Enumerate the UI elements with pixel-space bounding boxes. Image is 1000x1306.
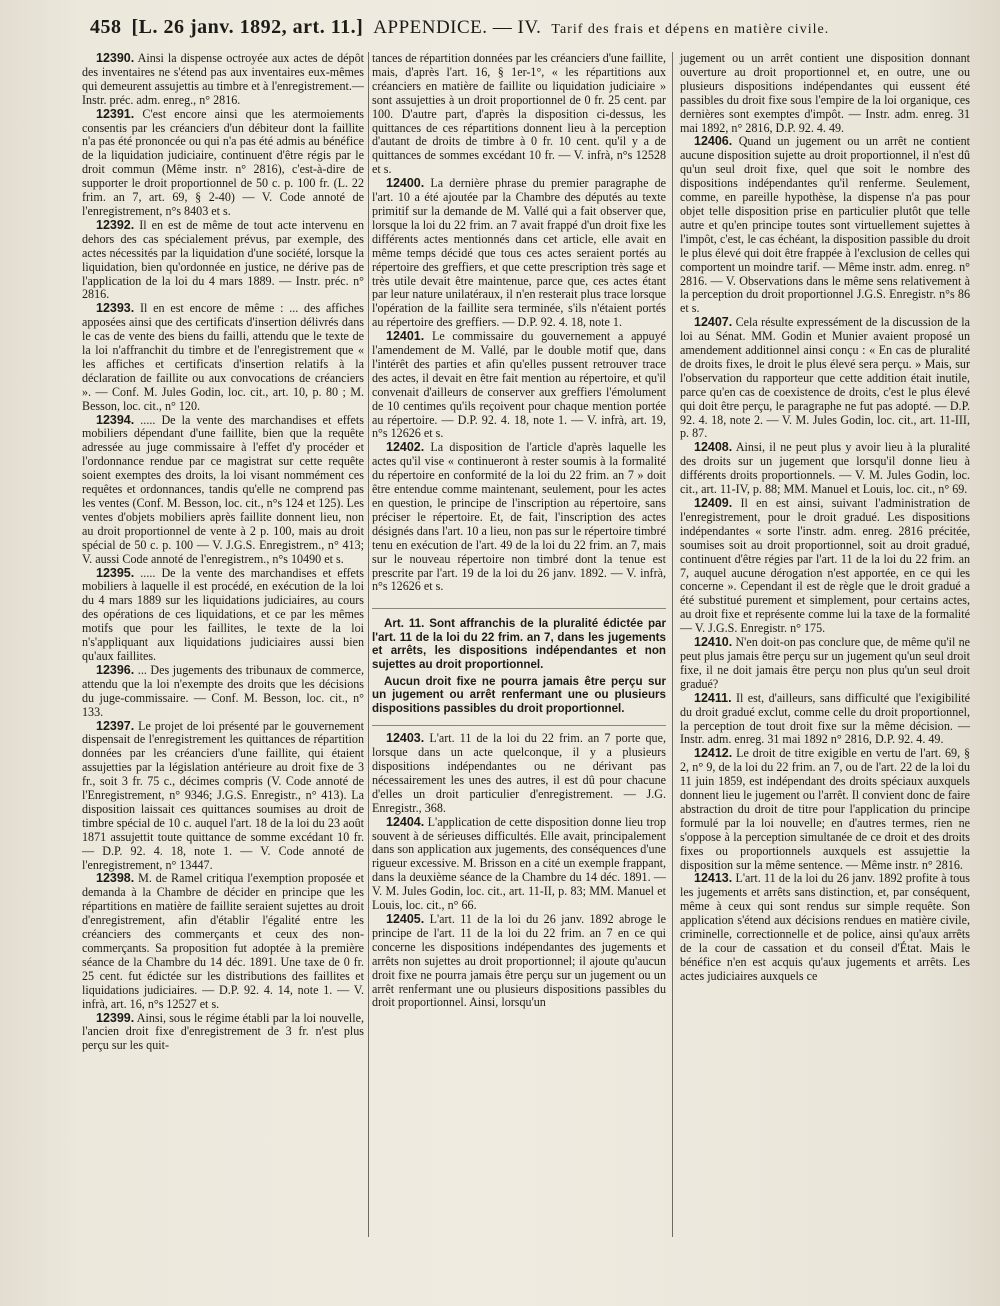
- column-2-upper-paragraphs: [372, 52, 666, 594]
- paragraph-number: 12401.: [386, 329, 425, 344]
- section-divider: [372, 725, 666, 726]
- paragraph-number: 12391.: [96, 106, 135, 121]
- paragraph: [680, 52, 970, 135]
- paragraph: [82, 108, 364, 219]
- paragraph: [680, 747, 970, 872]
- paragraph: [372, 177, 666, 330]
- paragraph: [680, 636, 970, 692]
- paragraph-text: Il est, d'ailleurs, sans difficulté que l'exigibilité du droit gradué exclut, comme celle du droit proportionnel, la perception de tout droit fixe sur la même décision. — Instr. adm. enreg. 31 mai 1892 n° 2816, D.P. 92. 4. 49.: [680, 690, 970, 747]
- paragraph-text: La disposition de l'article d'après laquelle les actes qu'il vise « continueront à rester soumis à la formalité du répertoire en conformité de la loi du 22 frim. an 7 » doit être entendue comme maintenant, seulement, pour les actes en question, le principe de l'inscription au répertoire, sans préciser le répertoire. Et, de fait, l'inscription des actes désignés dans l'art. 10 a lieu, non pas sur le répertoire timbré tenu en exécution de l'art. 49 de la loi du 22 frim. an 7, mais sur le nouveau répertoire non timbré dont la tenue est prescrite par l'art. 19 de la loi du 26 janv. 1892. — V. infrà, n°s 12626 et s.: [372, 440, 666, 594]
- paragraph-number: 12400.: [386, 176, 425, 191]
- paragraph-text: C'est encore ainsi que les atermoiements consentis par les créanciers d'un débiteur dont la faillite n'a pas été prononcée ou qui n'a pas été admis au bénéfice de la liquidation judiciaire, continuent d'être régis par le droit commun (Même instr. n° 2816), c'est-à-dire de supporter le droit proportionnel de 50 c. p. 100 fr. (L. 22 frim. an 7, art. 69, § 2-40) — V. Code annoté de l'enregistrement, n°s 8403 et s.: [82, 106, 364, 218]
- article-paragraph-1: Art. 11. Sont affranchis de la pluralité édictée par l'art. 11 de la loi du 22 frim. an 7, dans les jugements et arrêts, les dispositions indépendantes et non sujettes au droit proportionnel.: [372, 617, 666, 671]
- paragraph: [82, 567, 364, 664]
- page-number: 458: [90, 16, 122, 38]
- text-column-3: [680, 52, 970, 984]
- paragraph: [372, 816, 666, 913]
- paragraph-number: 12410.: [694, 635, 733, 650]
- paragraph-text: ..... De la vente des marchandises et effets mobiliers dépendant d'une faillite, bien que la requête adressée au juge commissaire à l'effet d'y procéder et l'ordonnance rendue par ce magistrat sur cette requête soient exemptes des droits, la loi visant nommément ces requêtes et ordonnances, tandis qu'elle ne comprend pas les ventes (Conf. M. Besson, loc. cit., n°s 124 et 125). Les ventes d'objets mobiliers après faillite donnent lieu, non au droit proportionnel de vente à 2 p. 100, mais au droit spécial de 50 c. p. 100 — V. J.G.S. Enregistrem., n° 413; V. aussi Code annoté de l'enregistrem., n°s 10490 et s.: [82, 412, 364, 566]
- paragraph: [680, 441, 970, 497]
- paragraph-number: 12413.: [694, 871, 733, 886]
- paragraph: [680, 135, 970, 316]
- paragraph-text: Ainsi, il ne peut plus y avoir lieu à la pluralité des droits sur un jugement que lorsqu'il donne lieu à différents droits proportionnels. — V. M. Jules Godin, loc. cit., art. 11-IV, p. 88; MM. Manuel et Louis, loc. cit., n° 69.: [680, 440, 970, 497]
- paragraph-text: Quand un jugement ou un arrêt ne contient aucune disposition sujette au droit proportionnel, il n'est dû qu'un seul droit fixe, quel que soit le nombre des dispositions indépendantes qu'il renferme. Seulement, comme, en pareille hypothèse, la dispense n'a pas pour objet telle disposition prise en particulier plutôt que telle autre et qu'en principe toutes sont virtuellement sujettes à l'impôt, c'est, le cas échéant, la disposition passible du droit le plus élevé qui doit être frappée à l'exclusion de celles qui comportent un moindre tarif. — Même instr. adm. enreg. n° 2816. — V. Observations dans le même sens relativement à la perception du droit proportionnel J.G.S. Enregistr. n°s 86 et s.: [680, 134, 970, 316]
- paragraph-number: 12398.: [96, 871, 135, 886]
- paragraph: [82, 664, 364, 720]
- paragraph-text: Le projet de loi présenté par le gouvernement dispensait de l'enregistrement les quittances de répartition données par les créanciers d'une faillite, qui étaient assujetties par la législation antérieure au droit fixe de 3 fr., soit 3 fr. 75 c., décimes compris (V. Code annoté de l'Enregistrement, n° 9346; J.G.S. Enregistr., n° 413). La disposition laissait ces quittances soumises au droit de timbre spécial de 10 c. auquel l'art. 18 de la loi du 23 août 1871 assujettit toute quittance de somme excédant 10 fr. — D.P. 92. 4. 18, note 1. — V. Code annoté de l'enregistrement, n° 13447.: [82, 718, 364, 872]
- paragraph-text: L'art. 11 de la loi du 22 frim. an 7 porte que, lorsque dans un acte quelconque, il y a plusieurs dispositions indépendantes ou ne dérivant pas nécessairement les unes des autres, il est dû pour chacune d'elles un droit particulier d'enregistrement. — J.G. Enregistr., 368.: [372, 731, 666, 815]
- article-reference: [L. 26 janv. 1892, art. 11.]: [131, 16, 364, 38]
- paragraph-text: Le commissaire du gouvernement a appuyé l'amendement de M. Vallé, par le double motif que, dans l'intérêt des parties et afin qu'elles pussent retrouver trace des actes, il devait en être fait mention au répertoire, et qu'il convenait d'ailleurs de conserver aux greffiers l'émolument de 10 centimes qu'ils reçoivent pour chaque mention portée au répertoire. — D.P. 92. 4. 18, note 1. — V. infrà, art. 19, n°s 12626 et s.: [372, 329, 666, 441]
- paragraph-number: 12403.: [386, 731, 425, 746]
- paragraph: [82, 219, 364, 302]
- paragraph: [372, 913, 666, 1010]
- paragraph-number: 12408.: [694, 440, 733, 455]
- paragraph: [680, 497, 970, 636]
- paragraph-number: 12396.: [96, 662, 135, 677]
- column-rule-right: [672, 52, 673, 1237]
- paragraph-number: 12412.: [694, 746, 733, 761]
- paragraph-text: N'en doit-on pas conclure que, de même qu'il ne peut plus jamais être perçu sur un jugement qu'un seul droit fixe, il ne doit jamais être perçu non plus qu'un seul droit gradué?: [680, 635, 970, 691]
- paragraph-number: 12395.: [96, 565, 135, 580]
- paragraph-text: L'application de cette disposition donne lieu trop souvent à de sérieuses difficultés. Elle avait, principalement dans son application aux jugements, des conséquences d'une rigueur excessive. M. Brisson en a cité un exemple frappant, dans la deuxième séance de la Chambre du 14 déc. 1891. — V. M. Jules Godin, loc. cit., art. 11-II, p. 83; MM. Manuel et Louis, loc. cit., n° 66.: [372, 814, 667, 913]
- paragraph-number: 12397.: [96, 718, 135, 733]
- paragraph: [82, 52, 364, 108]
- paragraph-number: 12405.: [386, 911, 425, 926]
- paragraph-text: Cela résulte expressément de la discussion de la loi au Sénat. MM. Godin et Munier avaient proposé un amendement additionnel ainsi conçu : « En cas de pluralité de droits fixes, le droit le plus élevé sera perçu. » Mais, sur l'observation du rapporteur que cette addition était inutile, parce qu'en cas de coexistence de droits, c'est le plus élevé qui doit être perçu, le paragraphe ne fut pas adopté. — D.P. 92. 4. 18, note 2. — V. M. Jules Godin, loc. cit., art. 11-III, p. 87.: [680, 315, 970, 441]
- column-rule-left: [368, 52, 369, 1237]
- paragraph-number: 12393.: [96, 301, 135, 316]
- paragraph-number: 12407.: [694, 315, 733, 330]
- paragraph-number: 12394.: [96, 412, 135, 427]
- paragraph-number: 12390.: [96, 51, 135, 65]
- paragraph-text: L'art. 11 de la loi du 26 janv. 1892 profite à tous les jugements et arrêts sans distinction, et, par conséquent, même à ceux qui sont rendus sur simple requête. Son application s'étend aux décisions rendues en matière civile, criminelle, correctionnelle et de police, ainsi qu'aux arrêts de la cour de cassation et du conseil d'État. Mais le bénéfice n'en est acquis qu'aux jugements et arrêts. Les actes judiciaires auxquels ce: [680, 871, 971, 983]
- paragraph: [680, 316, 970, 441]
- paragraph-number: 12411.: [694, 690, 732, 705]
- text-column-1: [82, 52, 364, 1053]
- paragraph-text: Il en est encore de même : ... des affiches apposées ainsi que des certificats d'insertion délivrés dans le cas de vente des biens du failli, attendu que le texte de la loi n'affranchit du timbre et de l'enregistrement que « les affiches et certificats d'insertion relatifs à la déclaration de faillite ou aux convocations de créanciers ». — Conf. M. Jules Godin, loc. cit., art. 10, p. 80 ; M. Besson, loc. cit., n° 120.: [82, 301, 364, 413]
- paragraph-number: 12399.: [96, 1010, 135, 1025]
- paragraph-text: ..... De la vente des marchandises et effets mobiliers à laquelle il est procédé, en exécution de la loi du 4 mars 1889 sur les liquidations judiciaires, au cours des opérations de ces liquidations, et ce par les mêmes motifs que pour les faillites, le texte de la loi n's'appliquant aux liquidations judiciaires aussi bien qu'aux faillites.: [82, 565, 364, 663]
- paragraph-number: 12406.: [694, 134, 733, 149]
- paragraph: [82, 720, 364, 873]
- text-column-2: [372, 52, 666, 1010]
- paragraph-text: ... Des jugements des tribunaux de commerce, attendu que la loi n'exempte des droits que les décisions du juge-commissaire. — Conf. M. Besson, loc. cit., n° 133.: [82, 662, 364, 719]
- paragraph: [680, 872, 970, 983]
- paragraph-number: 12402.: [386, 440, 425, 455]
- paragraph-text: L'art. 11 de la loi du 26 janv. 1892 abroge le principe de l'art. 11 de la loi du 22 frim. an 7 en ce qui concerne les dispositions indépendantes des jugements et arrêts non sujettes au droit proportionnel; il ajoute qu'aucun droit fixe ne pourra jamais être perçu sur un jugement ou un arrêt renfermant une ou plusieurs dispositions passibles du droit proportionnel. Ainsi, lorsqu'un: [372, 911, 667, 1010]
- paragraph-text: Le droit de titre exigible en vertu de l'art. 69, § 2, n° 9, de la loi du 22 frim. an 7, ou de l'art. 22 de la loi du 11 juin 1859, est indépendant des droits spéciaux auxquels donnent lieu le jugement ou l'arrêt. Il convient donc de faire abstraction du droit de titre pour l'application du principe formulé par la loi nouvelle; en d'autres termes, rien ne s'oppose à la perception simultanée de ce droit et des droits fixes ou proportionnels auxquels est assujettie la disposition sur la même sentence. — Même instr. n° 2816.: [680, 746, 970, 872]
- article-paragraph-2: Aucun droit fixe ne pourra jamais être perçu sur un jugement ou arrêt renfermant une ou plusieurs dispositions passibles du droit proportionnel.: [372, 674, 666, 715]
- paragraph-text: La dernière phrase du premier paragraphe de l'art. 10 a été ajoutée par la Chambre des députés au texte primitif sur la demande de M. Vallé qui a fait observer que, lorsque la loi du 22 frim. an 7 avait frappé d'un droit fixe les différents actes mentionnés dans cet article, elle avait en même temps décidé que tous ces actes seraient portés au répertoire des greffiers, et que cette prescription très sage et très utile devait être maintenue, parce que, ces actes étant par leur nature unilatéraux, il n'en resterait plus trace lorsque l'opération de la faillite sera terminée, s'ils n'étaient portés au répertoire des greffiers. — D.P. 92. 4. 18, note 1.: [372, 176, 666, 330]
- page-title: APPENDICE. — IV.: [373, 17, 542, 38]
- statute-article-11: [372, 608, 666, 715]
- paragraph: [372, 52, 666, 177]
- paragraph: [82, 1012, 364, 1054]
- paragraph-text: Il en est de même de tout acte intervenu en dehors des cas spécialement prévus, par exemple, des actes nécessités par la liquidation d'une société, lorsque la liquidation, bien qu'ordonnée en justice, ne dérive pas de l'application de la loi du 4 mars 1889. — Instr. préc. n° 2816.: [82, 217, 364, 302]
- paragraph-number: 12404.: [386, 814, 425, 829]
- column-2-lower-paragraphs: [372, 732, 666, 1010]
- paragraph-number: 12392.: [96, 217, 135, 232]
- paragraph-text: Ainsi, sous le régime établi par la loi nouvelle, l'ancien droit fixe d'enregistrement de 3 fr. n'est plus perçu sur les quit-: [82, 1010, 364, 1053]
- paragraph: [82, 302, 364, 413]
- paragraph: [82, 872, 364, 1011]
- paragraph-text: Il en est ainsi, suivant l'administration de l'enregistrement, pour le droit gradué. Les dispositions indépendantes « sorte l'instr. adm. enreg. 2816 précitée, soumises soit au droit proportionnel, soit au droit gradué, continuent d'être régies par l'art. 11 de la loi du 22 frim. an 7, auquel aucune dérogation n'est apportée, en ce qui les concerne ». Cependant il est de règle que le droit gradué a été substitué purement et simplement, pour certains actes, au droit fixe et représente comme lui la taxe de la formalité — V. J.G.S. Enregistr. n° 175.: [680, 496, 970, 636]
- paragraph: [372, 330, 666, 441]
- paragraph: [680, 692, 970, 748]
- paragraph-number: 12409.: [694, 496, 733, 510]
- page-subtitle: Tarif des frais et dépens en matière civile.: [551, 22, 830, 37]
- paragraph-text: Ainsi la dispense octroyée aux actes de dépôt des inventaires ne s'étend pas aux inventaires eux-mêmes qui demeurent assujettis au timbre et à l'enregistrement.— Instr. préc. adm. enreg., n° 2816.: [82, 51, 364, 107]
- paragraph: [372, 732, 666, 815]
- paragraph: [372, 441, 666, 594]
- running-header: [90, 16, 890, 50]
- paragraph-text: tances de répartition données par les créanciers d'une faillite, mais, d'après l'art. 16, § 1er-1°, « les répartitions aux créanciers en matière de faillite ou liquidation judiciaire » sont assujetties à un droit proportionnel de 0 fr. 25 cent. par 100. D'autre part, d'après la disposition ci-dessus, les quittances de ces répartitions donnent lieu à la perception d'autant de droits de timbre à 0 fr. 10 cent. qu'il y a de quittances de sommes excédant 10 fr. — V. infrà, n°s 12528 et s.: [372, 51, 666, 177]
- paragraph-text: M. de Ramel critiqua l'exemption proposée et demanda à la Chambre de décider en principe que les répartitions en matière de faillite seraient sujettes au droit d'enregistrement, afin d'établir l'égalité entre les créanciers des commerçants et ceux des non-commerçants. Sa proposition fut adoptée à la première séance de la Chambre du 14 déc. 1891. Une taxe de 0 fr. 25 cent. fut édictée sur les distributions des faillites et liquidations judiciaires. — D.P. 92. 4. 14, note 1. — V. infrà, art. 16, n°s 12527 et s.: [82, 871, 364, 1011]
- paragraph: [82, 414, 364, 567]
- paragraph-text: jugement ou un arrêt contient une disposition donnant ouverture au droit proportionnel et, en outre, une ou plusieurs dispositions indépendantes qui eussent été passibles du droit fixe sous l'empire de la loi organique, ces dernières sont exemptes d'impôt. — Instr. adm. enreg. 31 mai 1892, n° 2816, D.P. 92. 4. 49.: [680, 51, 970, 135]
